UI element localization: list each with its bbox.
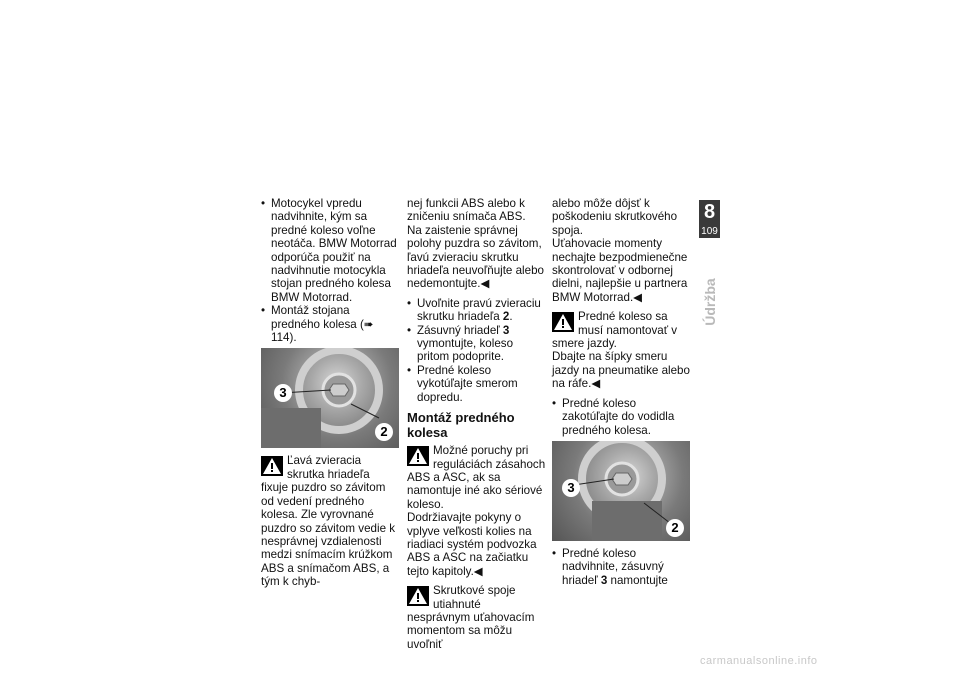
- warning-icon: [407, 446, 429, 466]
- watermark: carmanualsonline.info: [700, 655, 818, 667]
- callout-label: 3: [274, 384, 292, 402]
- column-1: [261, 197, 399, 589]
- warning-text: Ľavá zvieracia skrutka hriadeľa fixuje puzdro so závitom od vedení predného kolesa. Zle vyrovnané puzdro so závitom vedie k nesprávnej vzdialenosti medzi snímacím krúžkom ABS a snímačom ABS, a tým k chyb-: [261, 454, 396, 589]
- page-number: 109: [701, 226, 718, 237]
- column-3: [552, 197, 692, 587]
- paragraph: Na zaistenie správnej polohy puzdra so závitom, ľavú zvieraciu skrutku hriadeľa neuvoľňujte alebo nedemontujte.◀: [407, 223, 544, 291]
- section-label: Údržba: [702, 278, 718, 326]
- list-item: • Uvoľnite pravú zvieraciu skrutku hriadeľa 2.: [407, 297, 547, 324]
- callout-label: 2: [375, 423, 393, 441]
- callout-label: 3: [562, 479, 580, 497]
- list-item: • Predné koleso vykotúľajte smerom dopredu.: [407, 364, 547, 404]
- warning-block: [552, 310, 692, 390]
- wheel-axle-photo: [552, 441, 690, 541]
- section-heading: Montáž predného kolesa: [407, 410, 515, 441]
- paragraph: nej funkcii ABS alebo k zničeniu snímača ABS.: [407, 197, 526, 224]
- warning-text: Dbajte na šípky smeru jazdy na pneumatike alebo na ráfe.◀: [552, 350, 690, 391]
- list-item: • Motocykel vpredu nadvihnite, kým sa predné koleso voľne neotáča. BMW Motorrad odporúča použiť na nadvihnutie motocykla stojan predného kolesa BMW Motorrad.: [261, 197, 399, 304]
- list-item: • Zásuvný hriadeľ 3 vymontujte, koleso pritom podoprite.: [407, 324, 547, 364]
- chapter-number: 8: [703, 201, 716, 223]
- paragraph: alebo môže dôjsť k poškodeniu skrutkového spoja.: [552, 197, 678, 237]
- list-item: • Montáž stojana predného kolesa (➠ 114).: [261, 304, 399, 344]
- callout-label: 2: [666, 519, 684, 537]
- warning-block: [407, 444, 547, 578]
- paragraph: Uťahovacie momenty nechajte bezpodmienečne skontrolovať v odbornej dielni, najlepšie u partnera BMW Motorrad.◀: [552, 237, 688, 304]
- warning-icon: [261, 456, 283, 476]
- warning-block: [407, 584, 547, 651]
- warning-text: Skrutkové spoje utiahnuté nesprávnym uťahovacím momentom sa môžu uvoľniť: [407, 584, 535, 651]
- warning-text: Možné poruchy pri reguláciách zásahoch ABS a ASC, ak sa namontuje iné ako sériové koleso.: [407, 444, 546, 511]
- warning-text: Dodržiavajte pokyny o vplyve veľkosti kolies na riadiaci systém podvozka ABS a ASC na začiatku tejto kapitoly.◀: [407, 511, 537, 578]
- warning-block: [261, 454, 399, 588]
- warning-text: Predné koleso sa musí namontovať v smere jazdy.: [552, 310, 678, 351]
- column-2: [407, 197, 547, 651]
- warning-icon: [552, 312, 574, 332]
- wheel-axle-photo: [261, 348, 399, 448]
- list-item: • Predné koleso nadvihnite, zásuvný hriadeľ 3 namontujte: [552, 547, 692, 587]
- list-item: • Predné koleso zakotúľajte do vodidla predného kolesa.: [552, 397, 692, 437]
- warning-icon: [407, 586, 429, 606]
